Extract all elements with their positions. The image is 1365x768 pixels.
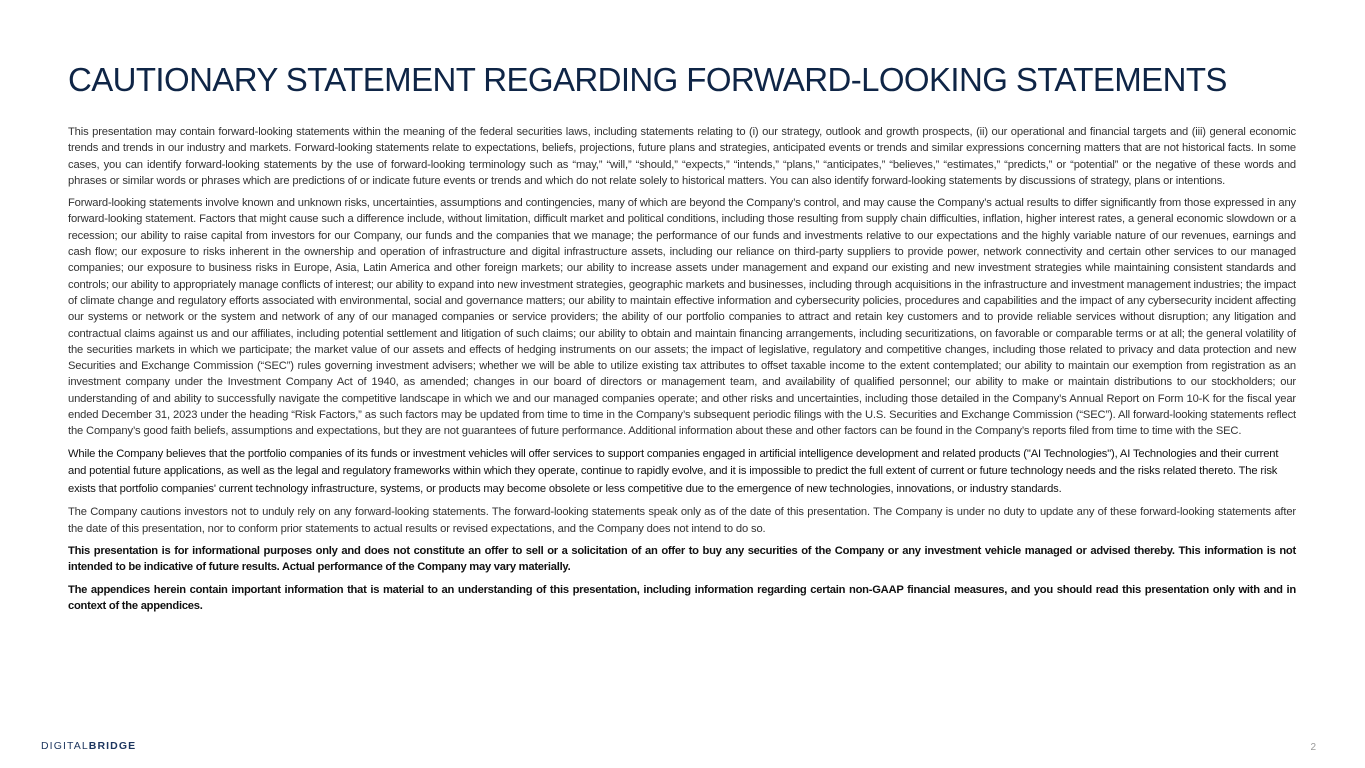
paragraph-risk-factors: Forward-looking statements involve known and unknown risks, uncertainties, assumptions and contingencies, many of which are beyond the Company’s control, and may cause the Company’s actual results to differ significantly from those expressed in any forward-looking statement. Factors that might cause such a difference include, without limitation, difficult market and political conditions, including those resulting from supply chain difficulties, inflation, higher interest rates, a general economic slowdown or a recession; our ability to raise capital from investors for our Company, our funds and the companies that we manage; the performance of our funds and investments relative to our expectations and the highly variable nature of our revenues, earnings and cash flow; our exposure to risks inherent in the ownership and operation of infrastructure and digital infrastructure assets, including our reliance on third-party suppliers to provide power, network connectivity and certain other services to our managed companies; our exposure to business risks in Europe, Asia, Latin America and other foreign markets; our ability to increase assets under management and expand our existing and new investment strategies while maintaining consistent standards and controls; our ability to appropriately manage conflicts of interest; our ability to expand into new investment strategies, geographic markets and businesses, including through acquisitions in the infrastructure and investment management industries; the impact of climate change and regulatory efforts associated with environmental, social and governance matters; our ability to maintain effective information and cybersecurity policies, procedures and capabilities and the impact of any cybersecurity incident affecting our systems or network or the system and network of any of our managed companies or service providers; the ability of our portfolio companies to attract and retain key customers and to provide reliable services without disruption; any litigation and contractual claims against us and our affiliates, including potential settlement and litigation of such claims; our ability to obtain and maintain financing arrangements, including securitizations, on favorable or comparable terms or at all; the general volatility of the securities markets in which we participate; the market value of our assets and effects of hedging instruments on our assets; the impact of legislative, regulatory and competitive changes, including those related to privacy and data protection and new Securities and Exchange Commission (“SEC”) rules governing investment advisers; whether we will be able to utilize existing tax attributes to offset taxable income to the extent contemplated; our ability to maintain our exemption from registration as an investment company under the Investment Company Act of 1940, as amended; changes in our board of directors or management team, and availability of qualified personnel; our ability to make or maintain distributions to our stockholders; our understanding of and ability to successfully navigate the competitive landscape in which we and our managed companies operate; and other risks and uncertainties, including those detailed in the Company’s Annual Report on Form 10-K for the fiscal year ended December 31, 2023 under the heading “Risk Factors,” as such factors may be updated from time to time in the Company’s subsequent periodic filings with the U.S. Securities and Exchange Commission (“SEC”). All forward-looking statements reflect the Company’s good faith beliefs, assumptions and expectations, but they are not guarantees of future performance. Additional information about these and other factors can be found in the Company’s reports filed from time to time with the SEC. — [68, 197, 1296, 438]
paragraph-ai-technologies: While the Company believes that the portfolio companies of its funds or investment vehicles will offer services to support companies engaged in artificial intelligence development and related products ("AI Technologies"), AI Technologies and their current and potential future applications, as well as the legal and regulatory frameworks within which they operate, continue to rapidly evolve, and it is impossible to predict the full extent of current or future technology needs and the risks related thereto. The risk exists that portfolio companies' current technology infrastructure, systems, or products may become obsolete or less competitive due to the emergence of new technologies, innovations, or industry standards. — [68, 447, 1279, 495]
page-number: 2 — [1310, 742, 1316, 753]
logo-text-bridge: BRIDGE — [88, 740, 137, 752]
paragraph-informational-purposes: This presentation is for informational purposes only and does not constitute an offer to sell or a solicitation of an offer to buy any securities of the Company or any investment vehicle managed or advised thereby. This information is not intended to be indicative of future results. Actual performance of the Company may vary materially. — [68, 545, 1296, 574]
logo-text-digital: DIGITAL — [41, 740, 89, 752]
disclaimer-body — [68, 124, 1296, 620]
paragraph-forward-looking-intro: This presentation may contain forward-looking statements within the meaning of the federal securities laws, including statements relating to (i) our strategy, outlook and growth prospects, (ii) our operational and financial targets and (iii) general economic trends and trends in our industry and markets. Forward-looking statements relate to expectations, beliefs, projections, future plans and strategies, anticipated events or trends and similar expressions concerning matters that are not historical facts. In some cases, you can identify forward-looking statements by the use of forward-looking terminology such as “may,” “will,” “should,” “expects,” “intends,” “plans,” “anticipates,” “believes,” “estimates,” “predicts,” or “potential” or the negative of these words and phrases or similar words or phrases which are predictions of or indicate future events or trends and which do not relate solely to historical matters. You can also identify forward-looking statements by discussions of strategy, plans or intentions. — [68, 126, 1296, 187]
paragraph-caution-investors: The Company cautions investors not to unduly rely on any forward-looking statements. The forward-looking statements speak only as of the date of this presentation. The Company is under no duty to update any of these forward-looking statements after the date of this presentation, nor to conform prior statements to actual results or revised expectations, and the Company does not intend to do so. — [68, 506, 1296, 535]
slide-title: CAUTIONARY STATEMENT REGARDING FORWARD-LOOKING STATEMENTS — [68, 61, 1227, 98]
paragraph-appendices: The appendices herein contain important information that is material to an understanding of this presentation, including information regarding certain non-GAAP financial measures, and you should read this presentation only with and in context of the appendices. — [68, 583, 1296, 612]
digitalbridge-logo — [41, 740, 136, 752]
